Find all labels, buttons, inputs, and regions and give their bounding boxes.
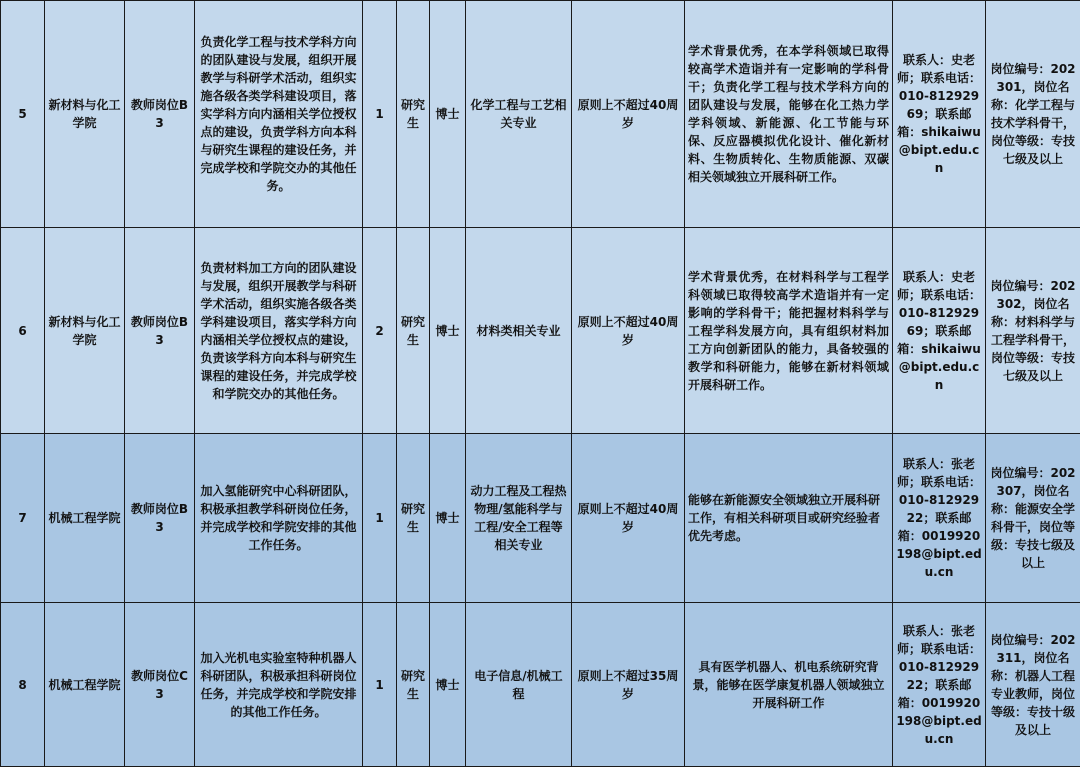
college-cell: 新材料与化工学院 xyxy=(45,1,125,228)
requirements-cell: 学术背景优秀，在本学科领域已取得较高学术造诣并有一定影响的学科骨干；负责化学工程与技术学科方向的团队建设与发展，能够在化工热力学学科领域、新能源、化工节能与环保、反应器模拟优化设计、催化新材料、生物质转化、生物质能源、双碳相关领域独立开展科研工作。 xyxy=(685,1,893,228)
table-row xyxy=(1,1,1080,228)
contact-cell: 联系人：张老师；联系电话：010-81292922；联系邮箱：0019920198@bipt.edu.cn xyxy=(893,434,986,603)
row-number: 8 xyxy=(1,603,45,767)
contact-cell: 联系人：史老师；联系电话：010-81292969；联系邮箱：shikaiwu@bipt.edu.cn xyxy=(893,1,986,228)
education-cell: 研究生 xyxy=(397,228,430,434)
table-row xyxy=(1,434,1080,603)
requirements-cell: 能够在新能源安全领域独立开展科研工作，有相关科研项目或研究经验者优先考虑。 xyxy=(685,434,893,603)
post-type-cell: 教师岗位B3 xyxy=(125,434,195,603)
degree-cell: 博士 xyxy=(430,228,466,434)
headcount-cell: 2 xyxy=(363,228,397,434)
post-info-cell: 岗位编号：202301，岗位名称：化学工程与技术学科骨干，岗位等级：专技七级及以上 xyxy=(986,1,1080,228)
education-cell: 研究生 xyxy=(397,434,430,603)
age-cell: 原则上不超过40周岁 xyxy=(572,228,685,434)
headcount-cell: 1 xyxy=(363,434,397,603)
post-type-cell: 教师岗位B3 xyxy=(125,1,195,228)
age-cell: 原则上不超过40周岁 xyxy=(572,434,685,603)
headcount-cell: 1 xyxy=(363,1,397,228)
post-info-cell: 岗位编号：202302，岗位名称：材料科学与工程学科骨干，岗位等级：专技七级及以上 xyxy=(986,228,1080,434)
duties-cell: 加入光机电实验室特种机器人科研团队，积极承担科研岗位任务，并完成学校和学院安排的其他工作任务。 xyxy=(195,603,363,767)
duties-cell: 负责化学工程与技术学科方向的团队建设与发展，组织开展教学与科研学术活动，组织实施各级各类学科建设项目，落实学科方向内涵相关学位授权点的建设，负责学科方向本科与研究生课程的建设任务，并完成学校和学院交办的其他任务。 xyxy=(195,1,363,228)
duties-cell: 负责材料加工方向的团队建设与发展，组织开展教学与科研学术活动，组织实施各级各类学科建设项目，落实学科方向内涵相关学位授权点的建设，负责该学科方向本科与研究生课程的建设任务，并完成学校和学院交办的其他任务。 xyxy=(195,228,363,434)
age-cell: 原则上不超过35周岁 xyxy=(572,603,685,767)
requirements-cell: 具有医学机器人、机电系统研究背景，能够在医学康复机器人领域独立开展科研工作 xyxy=(685,603,893,767)
table-row xyxy=(1,603,1080,767)
degree-cell: 博士 xyxy=(430,603,466,767)
table-row xyxy=(1,228,1080,434)
major-cell: 材料类相关专业 xyxy=(466,228,572,434)
college-cell: 机械工程学院 xyxy=(45,434,125,603)
requirements-cell: 学术背景优秀，在材料科学与工程学科领域已取得较高学术造诣并有一定影响的学科骨干；能把握材料科学与工程学科发展方向，具有组织材料加工方向创新团队的能力，具备较强的教学和科研能力，能够在新材料领域开展科研工作。 xyxy=(685,228,893,434)
contact-cell: 联系人：史老师；联系电话：010-81292969；联系邮箱：shikaiwu@bipt.edu.cn xyxy=(893,228,986,434)
post-info-cell: 岗位编号：202307，岗位名称：能源安全学科骨干，岗位等级：专技七级及以上 xyxy=(986,434,1080,603)
row-number: 5 xyxy=(1,1,45,228)
college-cell: 机械工程学院 xyxy=(45,603,125,767)
row-number: 7 xyxy=(1,434,45,603)
duties-cell: 加入氢能研究中心科研团队，积极承担教学科研岗位任务，并完成学校和学院安排的其他工作任务。 xyxy=(195,434,363,603)
major-cell: 电子信息/机械工程 xyxy=(466,603,572,767)
education-cell: 研究生 xyxy=(397,1,430,228)
degree-cell: 博士 xyxy=(430,434,466,603)
age-cell: 原则上不超过40周岁 xyxy=(572,1,685,228)
post-type-cell: 教师岗位C3 xyxy=(125,603,195,767)
contact-cell: 联系人：张老师；联系电话：010-81292922；联系邮箱：0019920198@bipt.edu.cn xyxy=(893,603,986,767)
headcount-cell: 1 xyxy=(363,603,397,767)
major-cell: 动力工程及工程热物理/氢能科学与工程/安全工程等相关专业 xyxy=(466,434,572,603)
education-cell: 研究生 xyxy=(397,603,430,767)
college-cell: 新材料与化工学院 xyxy=(45,228,125,434)
row-number: 6 xyxy=(1,228,45,434)
degree-cell: 博士 xyxy=(430,1,466,228)
post-info-cell: 岗位编号：202311，岗位名称：机器人工程专业教师，岗位等级：专技十级及以上 xyxy=(986,603,1080,767)
major-cell: 化学工程与工艺相关专业 xyxy=(466,1,572,228)
post-type-cell: 教师岗位B3 xyxy=(125,228,195,434)
